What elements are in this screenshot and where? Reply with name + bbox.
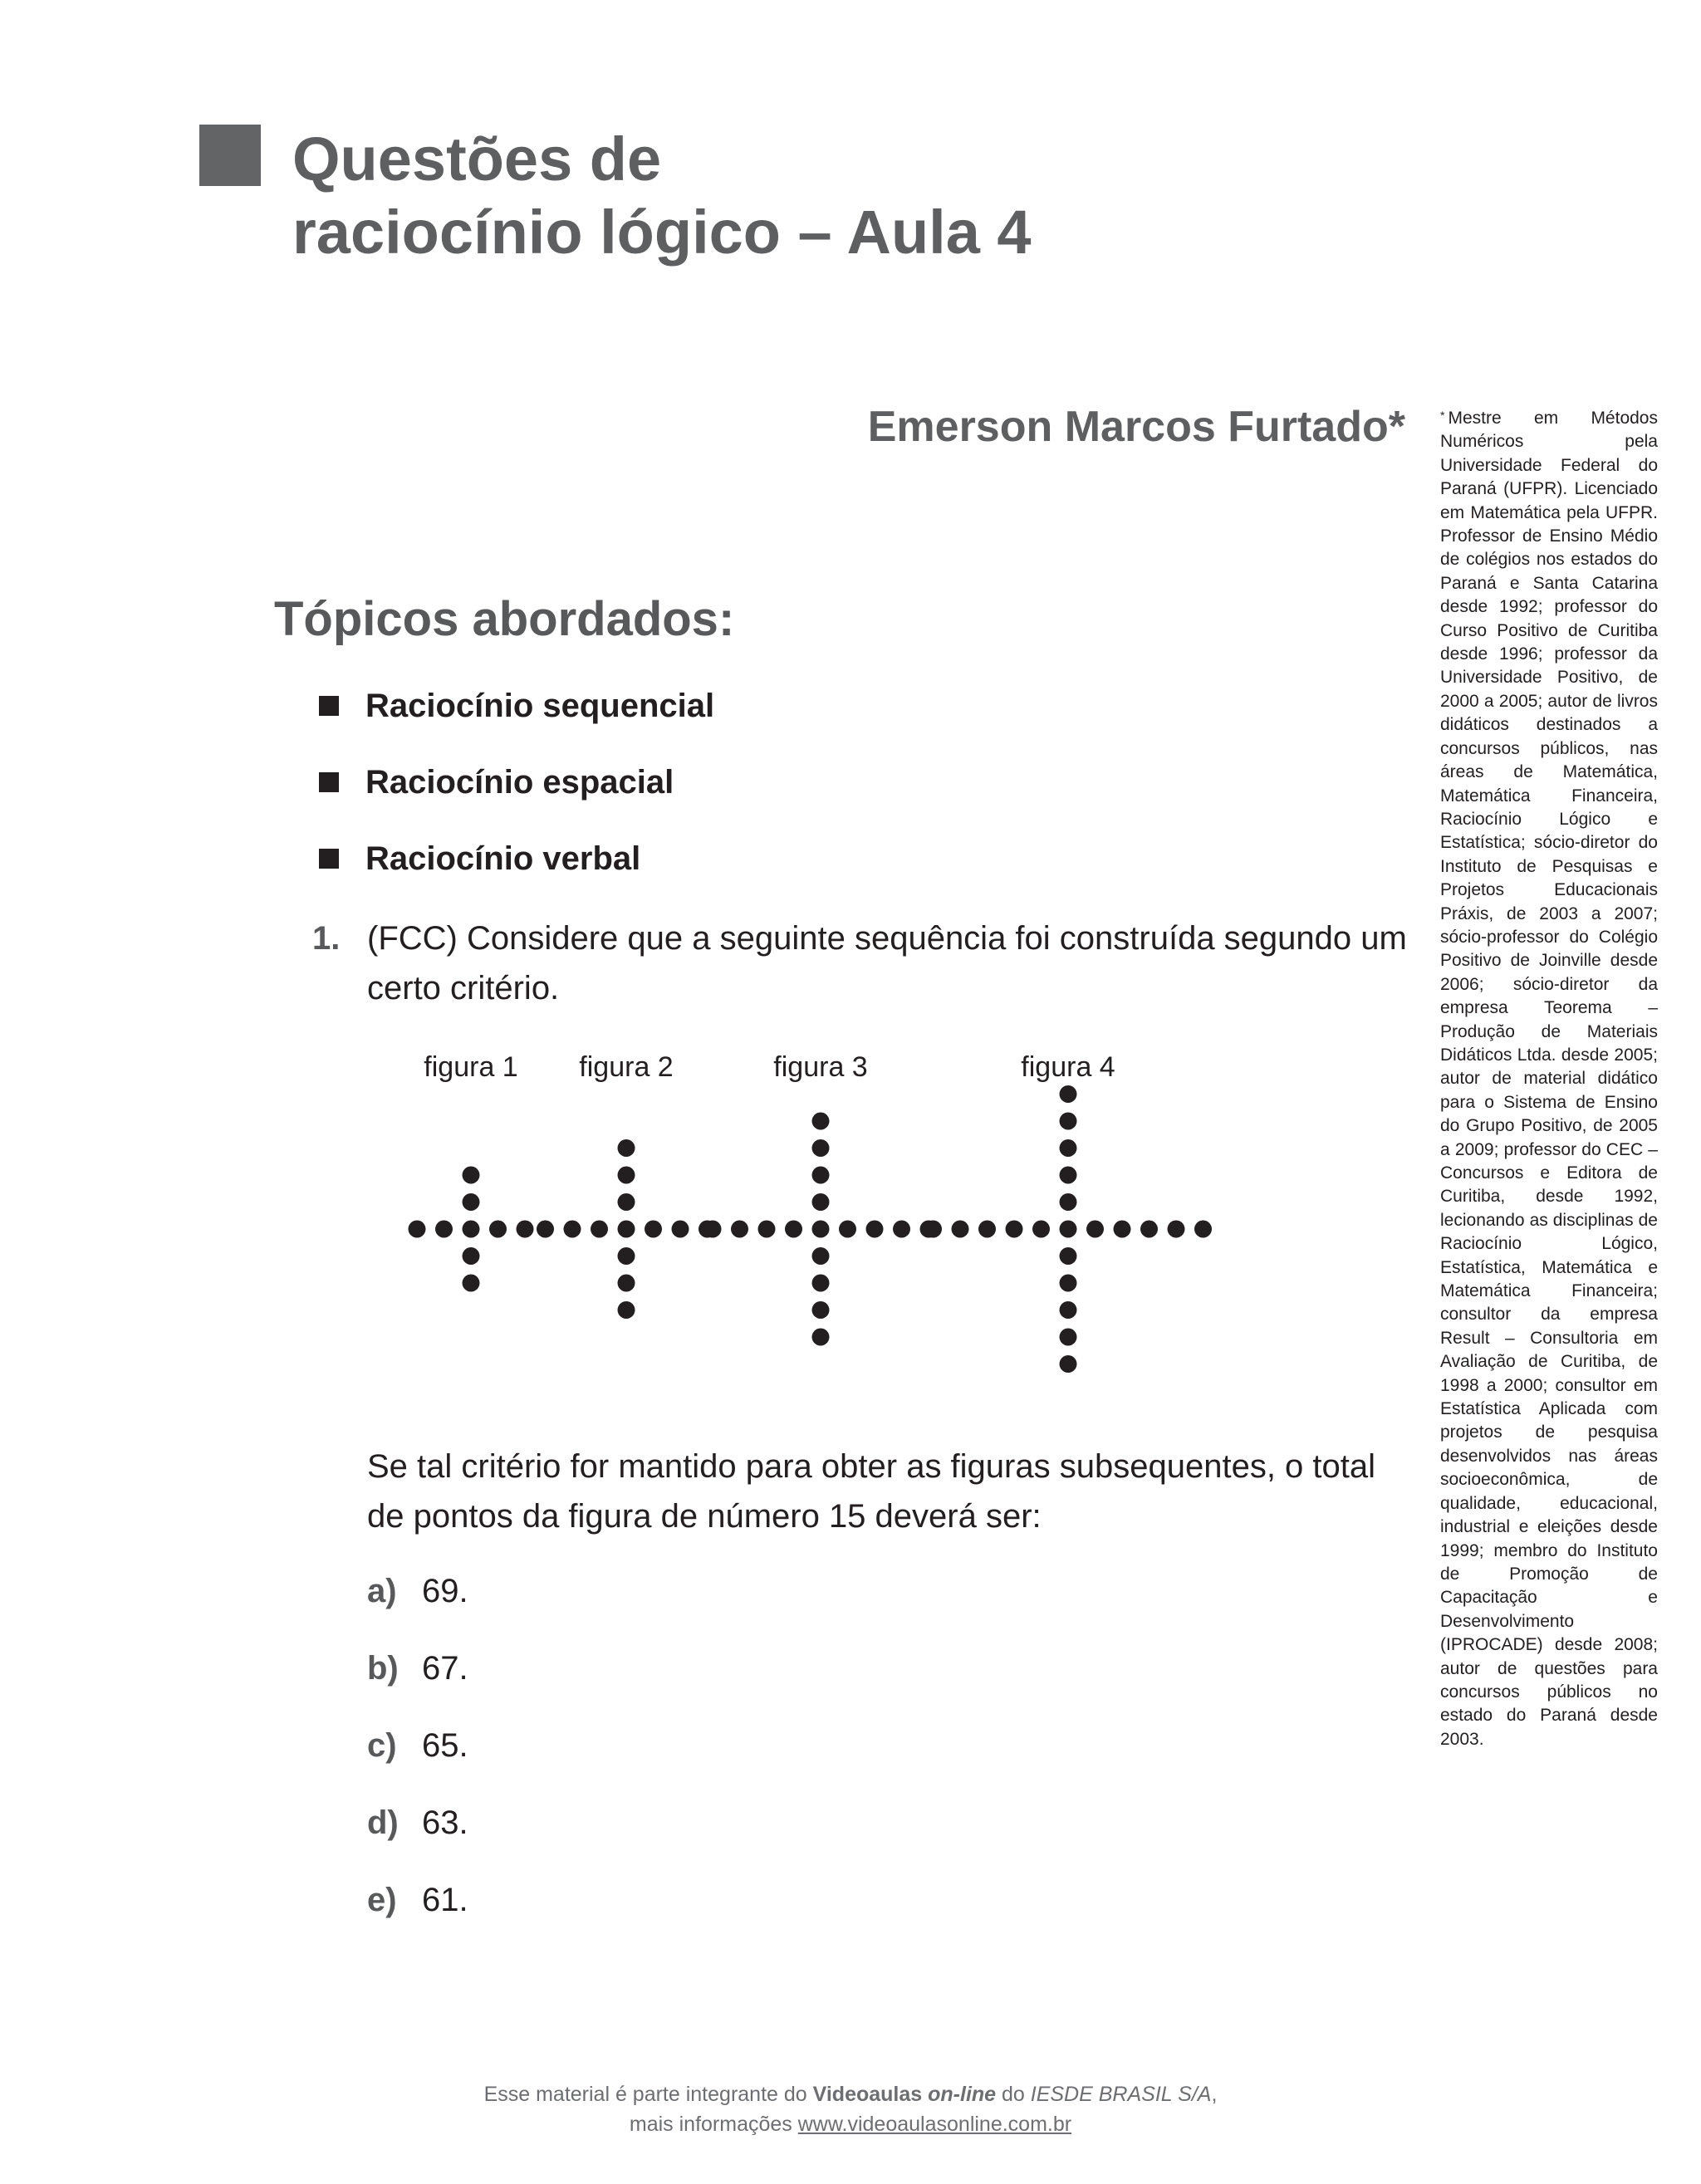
author-bio-text: Mestre em Métodos Numéricos pela Universidade Federal do Paraná (UFPR). Licenciado em Matemática pela UFPR. Professor de Ensino Médio de colégios nos estados do Paraná e Santa Catarina desde 1992; professor do Curso Positivo de Curitiba desde 1996; professor da Universidade Positivo, de 2000 a 2005; autor de livros didáticos destinados a concursos públicos, nas áreas de Matemática, Matemática Financeira, Raciocínio Lógico e Estatística; sócio-diretor do Instituto de Pesquisas e Projetos Educacionais Práxis, de 2003 a 2007; sócio-professor do Colégio Positivo de Joinville desde 2006; sócio-diretor da empresa Teorema – Produção de Materiais Didáticos Ltda. desde 2005; autor de material didático para o Sistema de Ensino do Grupo Positivo, de 2005 a 2009; professor do CEC – Concursos e Editora de Curitiba, desde 1992, lecionando as disciplinas de Raciocínio Lógico, Estatística, Matemática e Matemática Financeira; consultor da empresa Result – Consultoria em Avaliação de Curitiba, de 1998 a 2000; consultor em Estatística Aplicada com projetos de pesquisa desenvolvidos nas áreas socioeconômica, de qualidade, educacional, industrial e eleições desde 1999; membro do Instituto de Promoção de Capacitação e Desenvolvimento (IPROCADE) desde 2008; autor de questões para concursos públicos no estado do Paraná desde 2003. bbox=[1440, 409, 1658, 1749]
figure-4-dot bbox=[1060, 1329, 1077, 1346]
figure-1-dot bbox=[435, 1221, 453, 1238]
figure-1 bbox=[409, 1051, 534, 1292]
answer-option-c bbox=[367, 1721, 468, 1770]
footer-brand: Videoaulas bbox=[812, 2083, 923, 2106]
option-value: 65. bbox=[422, 1726, 468, 1764]
figure-3-dot bbox=[839, 1221, 856, 1238]
figure-4-dot bbox=[1060, 1139, 1077, 1157]
figure-3-dot bbox=[866, 1221, 884, 1238]
figure-4-dot bbox=[1114, 1221, 1131, 1238]
figure-1-dot bbox=[463, 1193, 480, 1211]
figure-3 bbox=[704, 1051, 938, 1346]
figure-2 bbox=[537, 1051, 716, 1319]
figure-3-dot bbox=[812, 1221, 830, 1238]
figure-3-dot bbox=[893, 1221, 910, 1238]
footer-prefix: Esse material é parte integrante do bbox=[483, 2083, 813, 2106]
figure-2-dot bbox=[618, 1221, 635, 1238]
figure-2-dot bbox=[618, 1275, 635, 1292]
answer-option-d bbox=[367, 1798, 468, 1848]
footer-line-2 bbox=[0, 2109, 1701, 2139]
title-marker-square bbox=[199, 125, 261, 186]
square-bullet-icon bbox=[319, 772, 339, 792]
figure-2-dot bbox=[618, 1139, 635, 1157]
figure-4-dot bbox=[1060, 1247, 1077, 1265]
figure-1-dot bbox=[463, 1221, 480, 1238]
topic-label: Raciocínio espacial bbox=[365, 763, 674, 801]
footnote-marker: * bbox=[1440, 409, 1445, 422]
figure-1-dot bbox=[463, 1275, 480, 1292]
figure-4-dot bbox=[1060, 1167, 1077, 1184]
figure-4-dot bbox=[1006, 1221, 1023, 1238]
question-intro-line-2: certo critério. bbox=[367, 970, 560, 1006]
figure-3-dot bbox=[812, 1193, 830, 1211]
figure-4-dot bbox=[1194, 1221, 1212, 1238]
option-letter: c) bbox=[367, 1726, 397, 1764]
figure-4-dot bbox=[1060, 1113, 1077, 1130]
figure-2-dot bbox=[618, 1301, 635, 1319]
option-value: 63. bbox=[422, 1804, 468, 1841]
topic-item bbox=[319, 681, 714, 731]
figure-1-label: figura 1 bbox=[424, 1051, 518, 1083]
figure-2-dot bbox=[591, 1221, 608, 1238]
figure-sequence-graphic bbox=[0, 1038, 1701, 1395]
topic-item bbox=[319, 834, 640, 884]
figure-4-dot bbox=[978, 1221, 996, 1238]
title-line-1: Questões de bbox=[292, 125, 662, 193]
figure-3-dot bbox=[812, 1247, 830, 1265]
option-value: 67. bbox=[422, 1649, 468, 1687]
figure-4-dot bbox=[924, 1221, 942, 1238]
figure-sequence bbox=[0, 1038, 1701, 1395]
option-letter: e) bbox=[367, 1881, 397, 1918]
footer-brand-suffix: on-line bbox=[928, 2083, 997, 2106]
question-prompt-line-2: de pontos da figura de número 15 deverá ser: bbox=[367, 1498, 1042, 1535]
option-letter: a) bbox=[367, 1572, 397, 1609]
figure-2-dot bbox=[618, 1247, 635, 1265]
figure-4-dot bbox=[1060, 1355, 1077, 1373]
option-value: 69. bbox=[422, 1572, 468, 1609]
figure-3-dot bbox=[812, 1329, 830, 1346]
option-letter: d) bbox=[367, 1804, 399, 1841]
figure-4-dot bbox=[1060, 1221, 1077, 1238]
page-title bbox=[292, 123, 1455, 269]
question-prompt-line-1: Se tal critério for mantido para obter as figuras subsequentes, o total bbox=[367, 1448, 1376, 1485]
figure-4-dots bbox=[924, 1085, 1212, 1373]
footer-company: IESDE BRASIL S/A bbox=[1030, 2083, 1212, 2106]
figure-3-dots bbox=[704, 1113, 938, 1346]
figure-2-dots bbox=[537, 1139, 716, 1319]
footer-line-1 bbox=[0, 2079, 1701, 2109]
figure-4 bbox=[924, 1051, 1212, 1373]
square-bullet-icon bbox=[319, 849, 339, 869]
answer-option-e bbox=[367, 1875, 468, 1925]
footer-website-link[interactable]: www.videoaulasonline.com.br bbox=[797, 2113, 1072, 2136]
question-number: 1. bbox=[312, 920, 341, 957]
figure-2-dot bbox=[618, 1167, 635, 1184]
topic-label: Raciocínio sequencial bbox=[365, 687, 715, 724]
square-bullet-icon bbox=[319, 696, 339, 716]
figure-1-dot bbox=[463, 1247, 480, 1265]
figure-3-dot bbox=[812, 1167, 830, 1184]
topic-item bbox=[319, 757, 674, 807]
figure-4-label: figura 4 bbox=[1021, 1051, 1115, 1083]
question-intro-line-1: (FCC) Considere que a seguinte sequência foi construída segundo um bbox=[367, 920, 1407, 957]
title-line-2: raciocínio lógico – Aula 4 bbox=[292, 198, 1032, 267]
topics-heading: Tópicos abordados: bbox=[274, 592, 735, 646]
figure-1-dot bbox=[409, 1221, 426, 1238]
figure-2-dot bbox=[537, 1221, 554, 1238]
answer-option-a bbox=[367, 1566, 468, 1616]
figure-4-dot bbox=[952, 1221, 969, 1238]
figure-2-dot bbox=[672, 1221, 689, 1238]
figure-1-dot bbox=[463, 1167, 480, 1184]
figure-4-dot bbox=[1060, 1085, 1077, 1103]
figure-3-dot bbox=[812, 1139, 830, 1157]
footer-end: , bbox=[1211, 2083, 1218, 2106]
figure-2-label: figura 2 bbox=[579, 1051, 674, 1083]
figure-3-dot bbox=[758, 1221, 776, 1238]
figure-4-dot bbox=[1140, 1221, 1158, 1238]
footer-line2-prefix: mais informações bbox=[629, 2113, 798, 2136]
figure-4-dot bbox=[1060, 1193, 1077, 1211]
figure-2-dot bbox=[564, 1221, 581, 1238]
footer-middle: do bbox=[996, 2083, 1031, 2106]
topic-label: Raciocínio verbal bbox=[365, 840, 641, 877]
figure-3-dot bbox=[731, 1221, 748, 1238]
figure-2-dot bbox=[645, 1221, 662, 1238]
figure-1-dot bbox=[489, 1221, 507, 1238]
option-value: 61. bbox=[422, 1881, 468, 1918]
figure-1-dots bbox=[409, 1167, 534, 1292]
figure-3-dot bbox=[812, 1301, 830, 1319]
author-name: Emerson Marcos Furtado* bbox=[867, 403, 1405, 451]
figure-3-dot bbox=[812, 1113, 830, 1130]
figure-3-label: figura 3 bbox=[773, 1051, 868, 1083]
figure-4-dot bbox=[1060, 1275, 1077, 1292]
page-footer bbox=[0, 2079, 1701, 2139]
answer-option-b bbox=[367, 1643, 468, 1693]
figure-1-dot bbox=[517, 1221, 534, 1238]
figure-2-dot bbox=[618, 1193, 635, 1211]
figure-4-dot bbox=[1086, 1221, 1104, 1238]
option-letter: b) bbox=[367, 1649, 399, 1687]
figure-4-dot bbox=[1168, 1221, 1185, 1238]
figure-4-dot bbox=[1032, 1221, 1050, 1238]
figure-3-dot bbox=[704, 1221, 722, 1238]
figure-4-dot bbox=[1060, 1301, 1077, 1319]
figure-3-dot bbox=[812, 1275, 830, 1292]
figure-3-dot bbox=[785, 1221, 802, 1238]
